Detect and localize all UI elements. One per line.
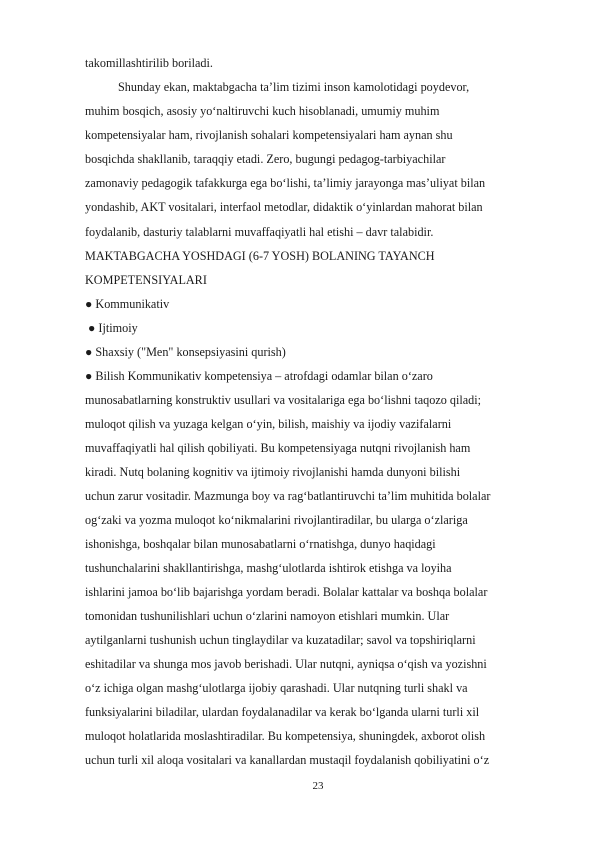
bullet-item: ● Bilish Kommunikativ kompetensiya – atrofdagi odamlar bilan o‘zaro	[85, 369, 433, 383]
text-line: yondashib, AKT vositalari, interfaol metodlar, didaktik o‘yinlardan mahorat bilan	[85, 200, 483, 214]
text-line: uchun turli xil aloqa vositalari va kanallardan mustaqil foydalanish qobiliyatini o‘z	[85, 753, 490, 767]
text-line: muhim bosqich, asosiy yo‘naltiruvchi kuch hisoblanadi, umumiy muhim	[85, 104, 440, 118]
section-heading: KOMPETENSIYALARI	[85, 273, 207, 287]
text-line: uchun zarur vositadir. Mazmunga boy va rag‘batlantiruvchi ta’lim muhitida bolalar	[85, 489, 491, 503]
text-line: aytilganlarni tushunish uchun tinglaydilar va kuzatadilar; savol va topshiriqlarni	[85, 633, 476, 647]
text-line: tushunchalarini shakllantirishga, mashg‘ulotlarda ishtirok etishga va loyiha	[85, 561, 452, 575]
text-line: funksiyalarini biladilar, ulardan foydalanadilar va kerak bo‘lganda ularni turli xil	[85, 705, 480, 719]
text-line: ishonishga, boshqalar bilan munosabatlarni o‘rnatishga, dunyo haqidagi	[85, 537, 436, 551]
bullet-item: ● Ijtimoiy	[88, 321, 138, 335]
page-number: 23	[312, 780, 324, 792]
text-line: munosabatlarning konstruktiv usullari va vositalariga ega bo‘lishni taqozo qiladi;	[85, 393, 482, 407]
text-line: takomillashtirilib boriladi.	[85, 56, 213, 70]
text-line: kiradi. Nutq bolaning kognitiv va ijtimoiy rivojlanishi hamda dunyoni bilishi	[85, 465, 461, 479]
text-line: foydalanib, dasturiy talablarni muvaffaqiyatli hal etishi – davr talabidir.	[85, 225, 434, 239]
bullet-item: ● Kommunikativ	[85, 297, 170, 311]
text-line: og‘zaki va yozma muloqot ko‘nikmalarini rivojlantiradilar, bu ularga o‘zlariga	[85, 513, 468, 527]
text-line: eshitadilar va shunga mos javob berishadi. Ular nutqni, ayniqsa o‘qish va yozishni	[85, 657, 487, 671]
text-line: zamonaviy pedagogik tafakkurga ega bo‘lishi, ta’limiy jarayonga mas’uliyat bilan	[85, 176, 486, 190]
text-line: Shunday ekan, maktabgacha ta’lim tizimi inson kamolotidagi poydevor,	[118, 80, 470, 94]
text-line: bosqichda shakllanib, taraqqiy etadi. Zero, bugungi pedagog-tarbiyachilar	[85, 152, 446, 166]
bullet-item: ● Shaxsiy ("Men" konsepsiyasini qurish)	[85, 345, 286, 359]
text-line: muloqot qilish va yuzaga kelgan o‘yin, bilish, maishiy va ijodiy vazifalarni	[85, 417, 452, 431]
text-line: o‘z ichiga olgan mashg‘ulotlarga ijobiy qarashadi. Ular nutqning turli shakl va	[85, 681, 468, 695]
text-line: ishlarini jamoa bo‘lib bajarishga yordam beradi. Bolalar kattalar va boshqa bolalar	[85, 585, 488, 599]
text-line: muvaffaqiyatli hal qilish qobiliyati. Bu kompetensiyaga nutqni rivojlanish ham	[85, 441, 471, 455]
text-line: muloqot holatlarida moslashtiradilar. Bu kompetensiya, shuningdek, axborot olish	[85, 729, 486, 743]
text-line: kompetensiyalar ham, rivojlanish sohalari kompetensiyalari ham aynan shu	[85, 128, 453, 142]
text-line: tomonidan tushunilishlari uchun o‘zlarini namoyon etishlari mumkin. Ular	[85, 609, 450, 623]
section-heading: MAKTABGACHA YOSHDAGI (6-7 YOSH) BOLANING TAYANCH	[85, 249, 435, 263]
